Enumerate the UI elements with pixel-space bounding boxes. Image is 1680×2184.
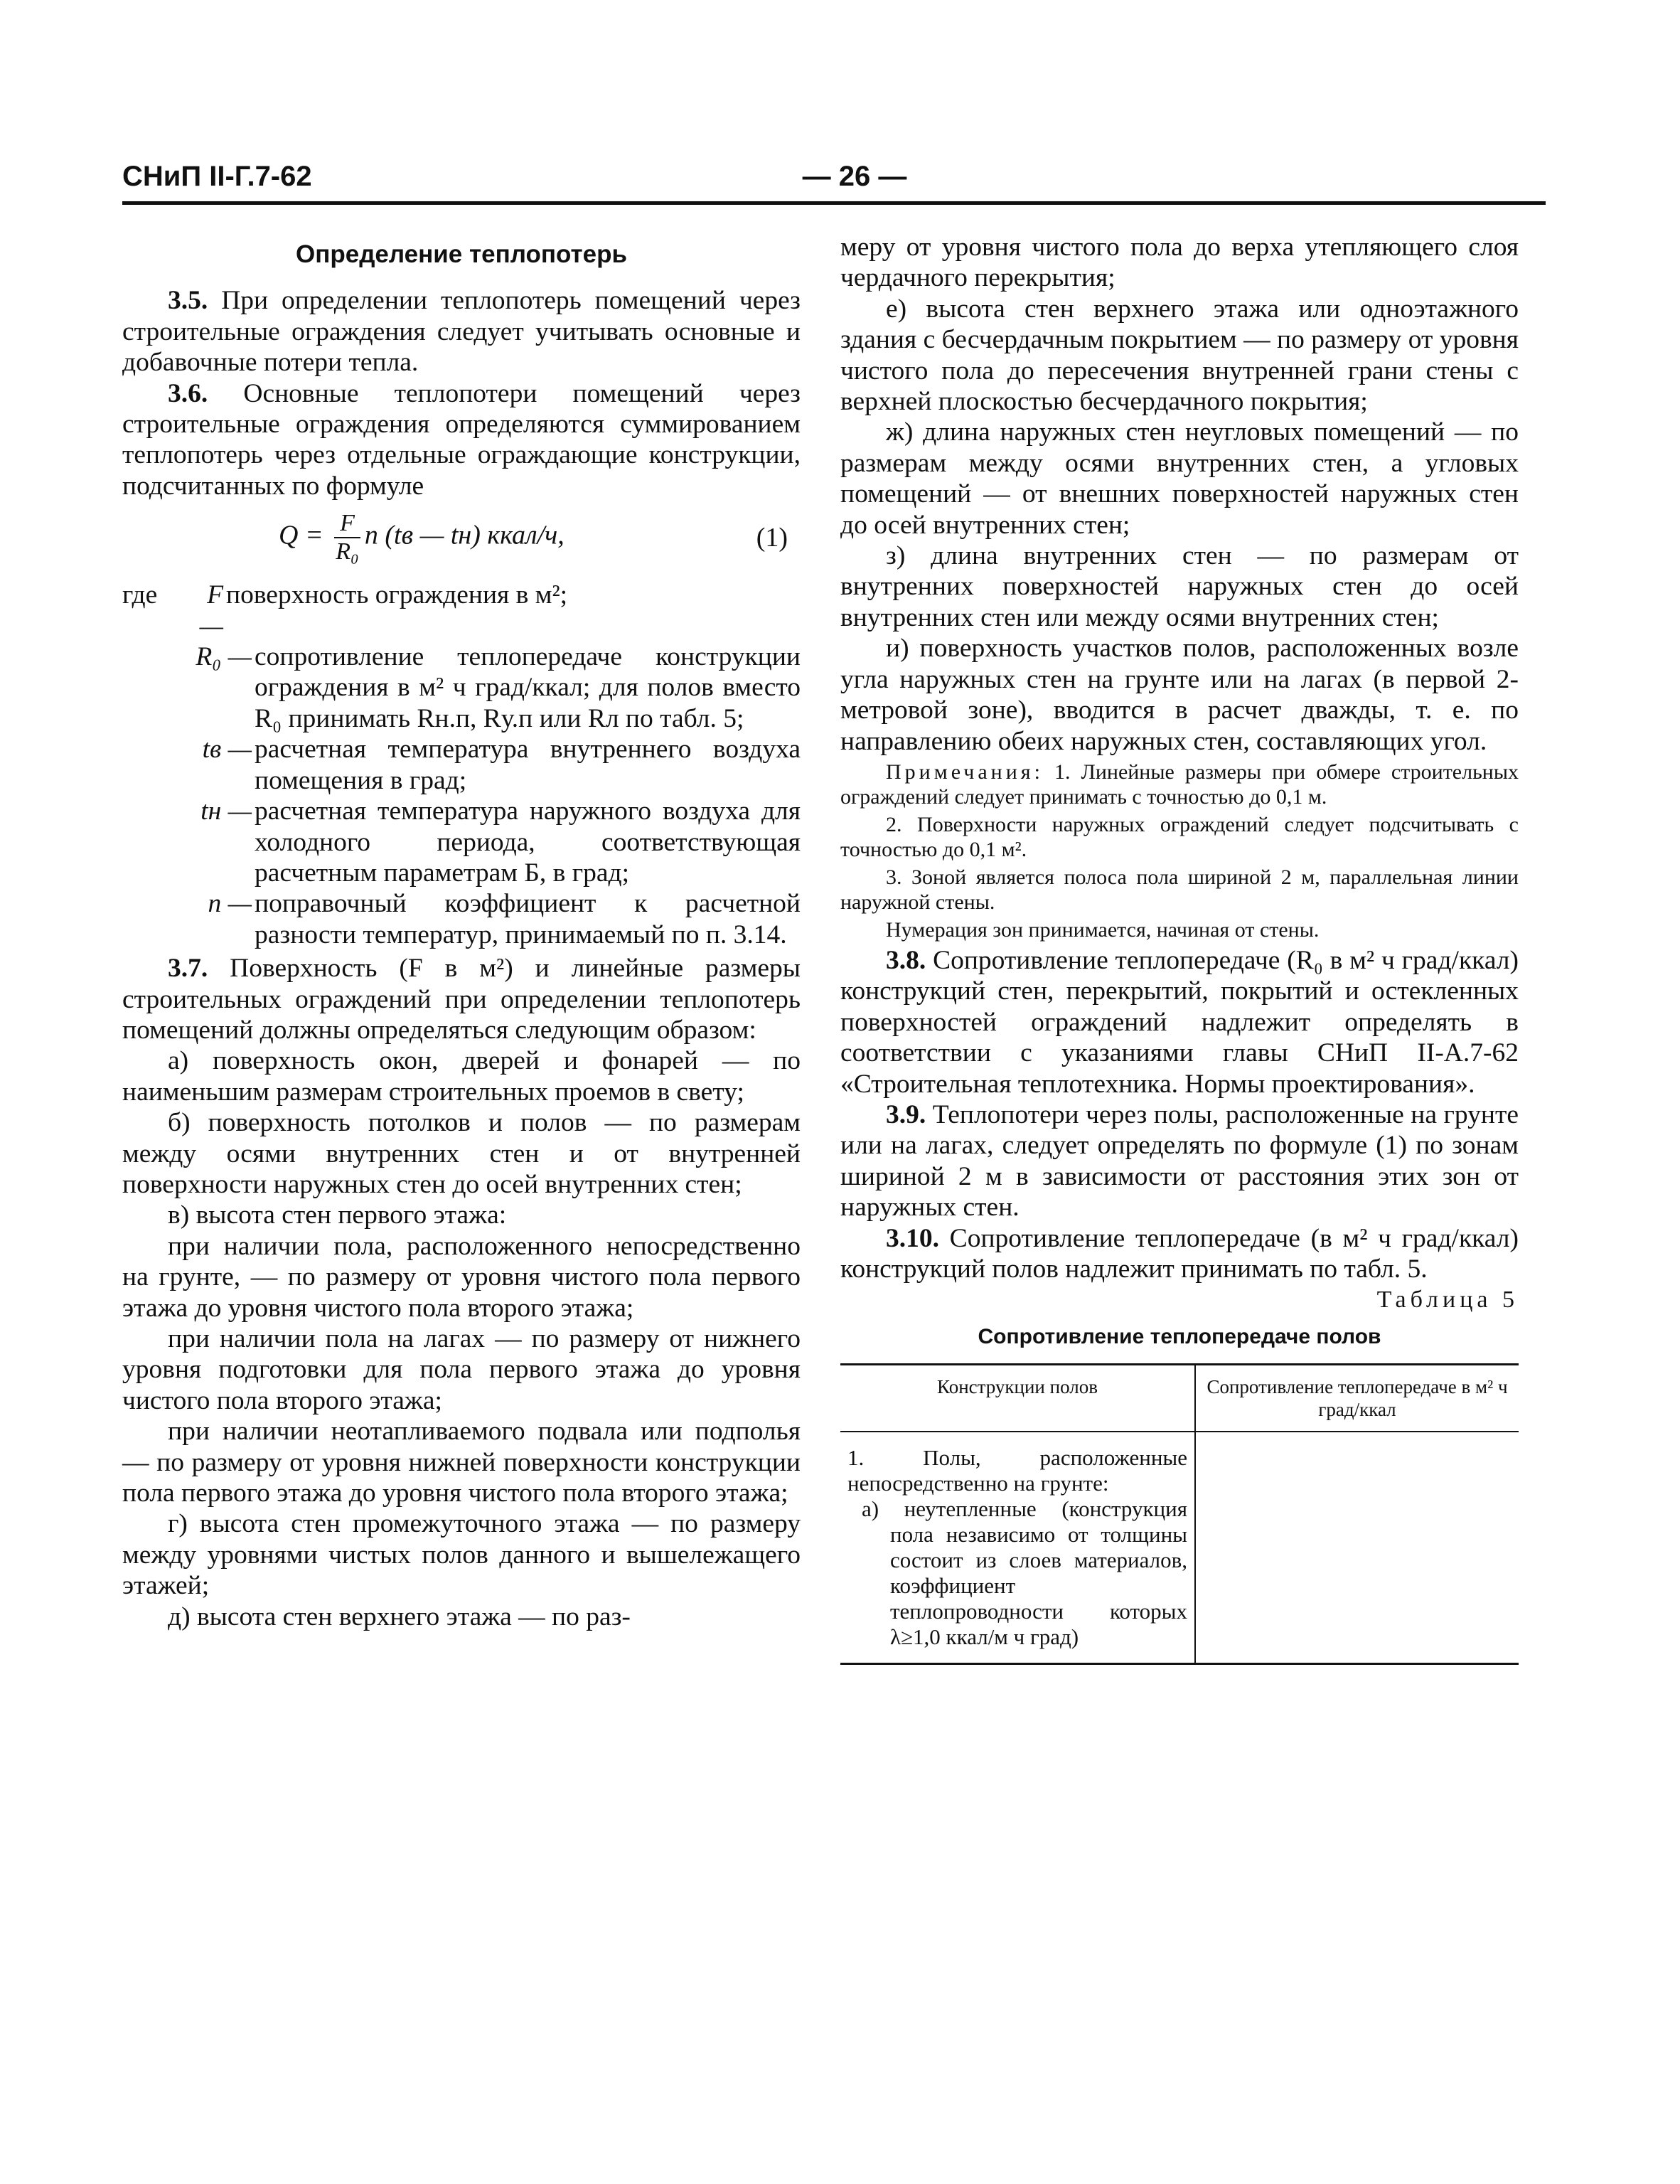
left-column xyxy=(122,232,801,1632)
definition-row xyxy=(122,734,801,796)
formula-number: (1) xyxy=(756,523,788,553)
list-item-v-ground: при наличии пола, расположенного непосредственно на грунте, — по размеру от уровня чистого пола первого этажа до уровня чистого пола второго этажа; xyxy=(122,1231,801,1323)
definition-text: поверхность ограждения в м²; xyxy=(226,580,568,610)
paragraph-text: Сопротивление теплопередаче (в м² ч град/ккал) конструкций полов надлежит принимать по табл. 5. xyxy=(840,1223,1519,1284)
list-item-g: г) высота стен промежуточного этажа — по размеру между уровнями чистых полов данного и вышележащего этажей; xyxy=(122,1509,801,1601)
paragraph-text: Сопротивление теплопередаче (R₀ в м² ч град/ккал) конструкций стен, перекрытий, покрытий и остекленных поверхностей ограждений надлежит определять в соответствии с указаниями главы СНиП II-А.7-62 «Строительная теплотехника. Нормы проектирования». xyxy=(840,945,1519,1099)
paragraph-number: 3.5. xyxy=(168,286,208,316)
right-column xyxy=(840,232,1519,1665)
list-item-v-joists: при наличии пола на лагах — по размеру от нижнего уровня подготовки для пола первого этажа до уровня чистого пола второго этажа; xyxy=(122,1324,801,1415)
column-header-resistance: Сопротивление теплопередаче в м² ч град/ккал xyxy=(1207,1376,1508,1421)
paragraph-number: 3.10. xyxy=(886,1223,939,1253)
definition-text: расчетная температура наружного воздуха для холодного периода, соответствующая расчетным параметрам Б, в град; xyxy=(255,797,801,888)
formula-1 xyxy=(122,506,801,574)
section-heading: Определение теплопотерь xyxy=(295,240,628,268)
note-text: 1. Линейные размеры при обмере строительных ограждений следует принимать с точностью до 0,1 м. xyxy=(840,760,1519,809)
row-sub-text: а) неутепленные (конструкция пола независимо от толщины состоит из слоев материалов, коэффициент теплопроводности которых λ≥1,0 ккал/м ч град) xyxy=(862,1496,1187,1650)
definition-symbol: F — xyxy=(199,580,223,641)
table-title: Сопротивление теплопередаче полов xyxy=(978,1324,1381,1348)
table-cell-construction xyxy=(840,1432,1196,1663)
header-rule xyxy=(122,201,1546,205)
definition-symbol: R₀ — xyxy=(196,642,252,672)
notes-title: Примечания: xyxy=(886,760,1044,784)
paragraph-number: 3.9. xyxy=(886,1099,926,1129)
paragraph-text: При определении теплопотерь помещений через строительные ограждения следует учитывать основные и добавочные потери тепла. xyxy=(122,286,801,378)
paragraph-3-6 xyxy=(122,378,801,502)
table-label: Таблица 5 xyxy=(1376,1287,1519,1314)
list-item-zh: ж) длина наружных стен неугловых помещений — по размерам между осями внутренних стен, а угловых помещений — от внешних поверхностей наружных стен до осей внутренних стен; xyxy=(840,417,1519,540)
list-item-i: и) поверхность участков полов, расположенных возле угла наружных стен на грунте или на лагах (в первой 2-метровой зоне), вводится в расчет дважды, т. е. по направлению обеих наружных стен, составляющих угол. xyxy=(840,634,1519,756)
document-code: СНиП II-Г.7-62 xyxy=(122,161,312,192)
definition-row xyxy=(122,580,801,641)
list-item-a: а) поверхность окон, дверей и фонарей — по наименьшим размерам строительных проемов в свету; xyxy=(122,1046,801,1107)
paragraph-3-7 xyxy=(122,953,801,1045)
paragraph-text: Основные теплопотери помещений через строительные ограждения определяются суммированием теплопотерь через отдельные ограждающие конструкции, подсчитанных по формуле xyxy=(122,378,801,501)
definition-row xyxy=(122,888,801,950)
note-3: 3. Зоной является полоса пола шириной 2 м, параллельная линии наружной стены. xyxy=(840,865,1519,914)
table-cell-resistance xyxy=(1196,1432,1519,1663)
paragraph-3-9 xyxy=(840,1099,1519,1223)
paragraph-3-8 xyxy=(840,945,1519,1099)
list-item-b: б) поверхность потолков и полов — по размерам между осями внутренних стен и от внутренней поверхности наружных стен до осей внутренних стен; xyxy=(122,1108,801,1199)
column-header-construction: Конструкции полов xyxy=(840,1365,1196,1431)
list-item-d: д) высота стен верхнего этажа — по раз- xyxy=(168,1602,631,1631)
formula-fraction xyxy=(334,510,360,565)
list-item-e: е) высота стен верхнего этажа или одноэтажного здания с бесчердачным покрытием — по размеру от уровня чистого пола до пересечения внутренней грани стены с верхней плоскостью бесчердачного покрытия; xyxy=(840,294,1519,417)
definition-text: сопротивление теплопередаче конструкции ограждения в м² ч град/ккал; для полов вместо R₀ принимать Rн.п, Rу.п или Rл по табл. 5; xyxy=(255,642,801,733)
page-number: — 26 — xyxy=(802,161,907,192)
table-header-row xyxy=(840,1365,1519,1432)
list-item-d-continued: меру от уровня чистого пола до верха утепляющего слоя чердачного перекрытия; xyxy=(840,233,1519,293)
paragraph-text: Теплопотери через полы, расположенные на грунте или на лагах, следует определять по формуле (1) по зонам шириной 2 м в зависимости от расстояния этих зон от наружных стен. xyxy=(840,1099,1519,1222)
definition-text: поправочный коэффициент к расчетной разности температур, принимаемый по п. 3.14. xyxy=(255,889,801,949)
table-row xyxy=(840,1432,1519,1663)
paragraph-text: Поверхность (F в м²) и линейные размеры строительных ограждений при определении теплопотерь помещений должны определяться следующим образом: xyxy=(122,954,801,1045)
floor-resistance-table xyxy=(840,1363,1519,1665)
list-item-z: з) длина внутренних стен — по размерам от внутренних поверхностей наружных стен до осей внутренних стен или между осями внутренних стен; xyxy=(840,541,1519,632)
row-main-text: 1. Полы, расположенные непосредственно на грунте: xyxy=(847,1445,1187,1496)
definition-symbol: tв — xyxy=(202,735,252,765)
list-item-v: в) высота стен первого этажа: xyxy=(168,1200,507,1230)
where-label: где xyxy=(122,580,158,610)
definition-symbol: n — xyxy=(208,889,252,919)
page-header xyxy=(122,161,1546,201)
paragraph-number: 3.7. xyxy=(168,954,208,984)
note-1 xyxy=(840,760,1519,809)
definition-row xyxy=(122,641,801,734)
formula-lhs: Q = xyxy=(279,520,331,550)
definition-text: расчетная температура внутреннего воздуха помещения в град; xyxy=(255,735,801,795)
formula-numerator: F xyxy=(334,510,360,538)
definition-symbol: tн — xyxy=(200,797,252,826)
list-item-v-basement: при наличии неотапливаемого подвала или подполья — по размеру от уровня нижней поверхности конструкции пола первого этажа до уровня чистого пола второго этажа; xyxy=(122,1417,801,1508)
paragraph-number: 3.8. xyxy=(886,945,926,975)
definition-row xyxy=(122,796,801,888)
paragraph-3-10 xyxy=(840,1223,1519,1285)
note-4: Нумерация зон принимается, начиная от стены. xyxy=(886,917,1320,942)
note-2: 2. Поверхности наружных ограждений следует подсчитывать с точностью до 0,1 м². xyxy=(840,812,1519,861)
paragraph-number: 3.6. xyxy=(168,378,208,408)
paragraph-3-5 xyxy=(122,285,801,378)
formula-body xyxy=(279,510,565,565)
formula-rhs: n (tв — tн) ккал/ч, xyxy=(364,520,565,550)
formula-denominator: R₀ xyxy=(336,538,359,565)
